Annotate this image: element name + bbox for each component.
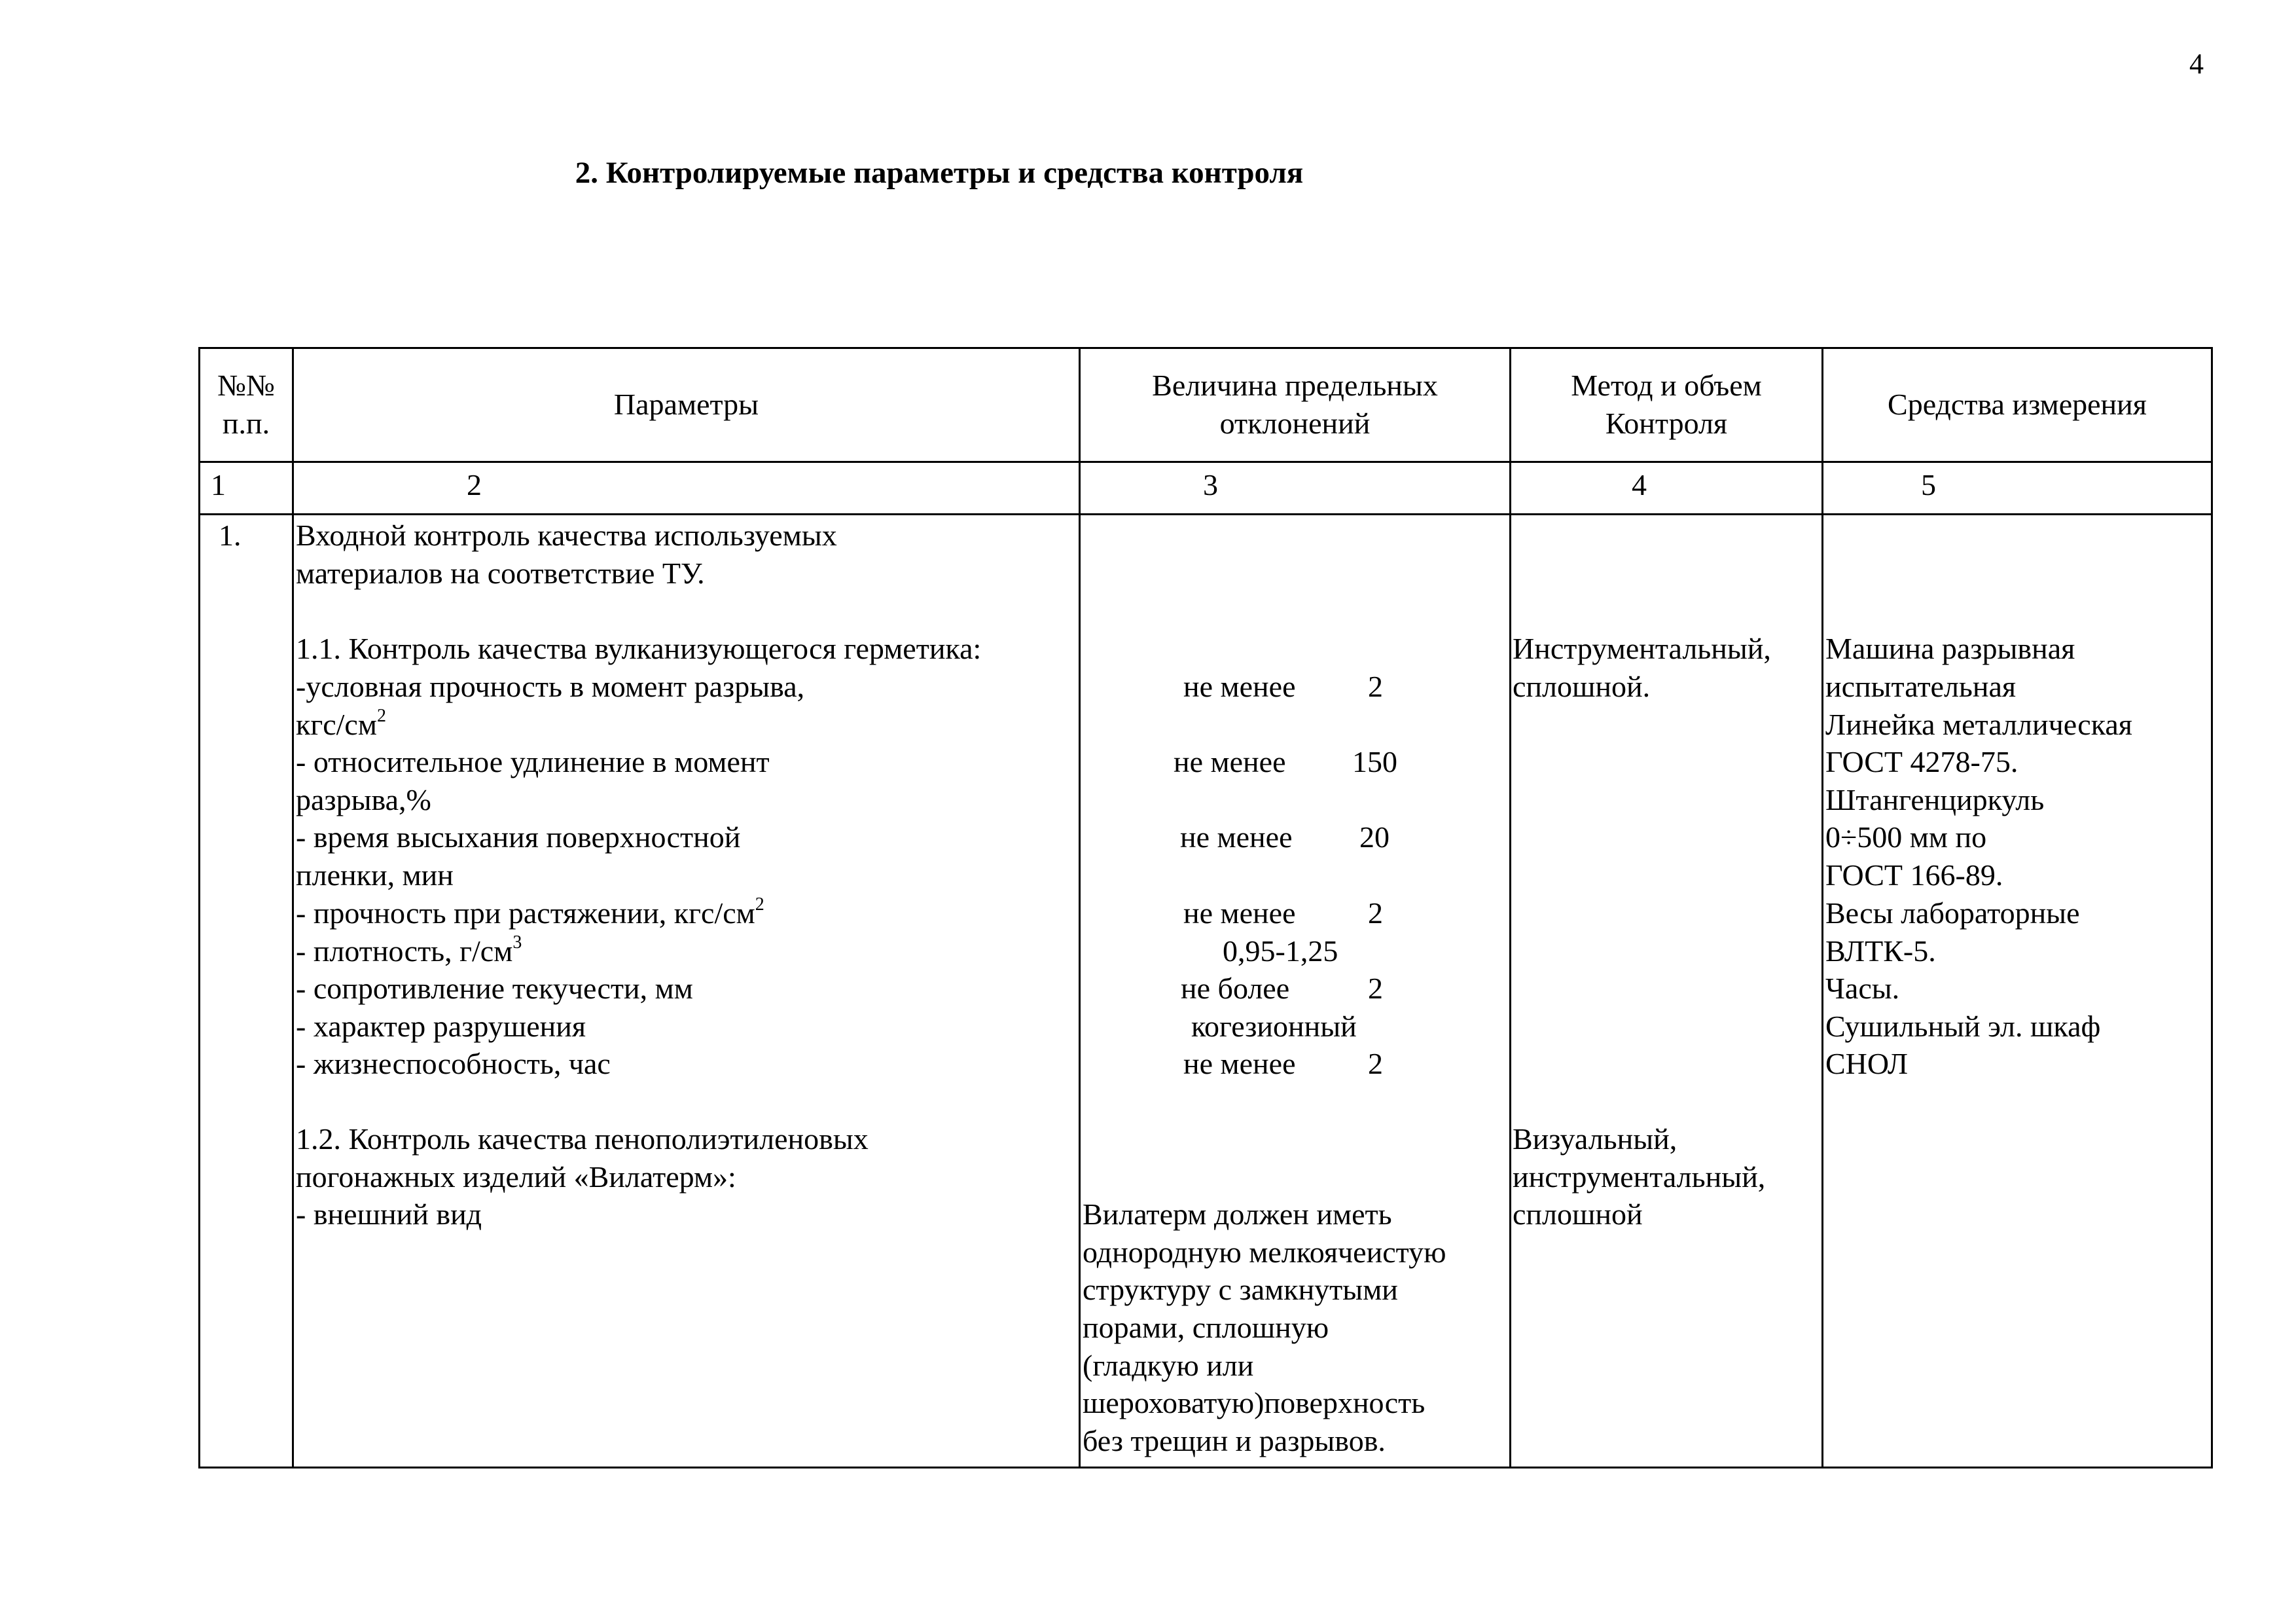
table-col-line-3 bbox=[1509, 347, 1511, 1468]
colnum-4: 4 bbox=[1632, 468, 1647, 501]
param-2-line2: разрыва,% bbox=[296, 783, 431, 816]
param-appearance: - внешний вид bbox=[296, 1197, 482, 1231]
header-col5: Средства измерения bbox=[1888, 388, 2147, 421]
limit-6-condition: не более bbox=[1181, 972, 1290, 1005]
param-1-line2 bbox=[296, 706, 386, 748]
table-col-line-4 bbox=[1821, 347, 1823, 1468]
table-col-line-0 bbox=[198, 347, 200, 1468]
header-col3 bbox=[1081, 367, 1509, 443]
limit-6-value: 2 bbox=[1368, 972, 1383, 1005]
table-col-line-5 bbox=[2211, 347, 2213, 1468]
limit-4-value: 2 bbox=[1368, 896, 1383, 930]
header-col3-line2: отклонений bbox=[1219, 407, 1371, 440]
instrument-line-8: Весы лабораторные bbox=[1825, 896, 2080, 930]
method-1-line2: сплошной. bbox=[1513, 670, 1651, 703]
section2-title-line1: 1.2. Контроль качества пенополиэтиленовых bbox=[296, 1122, 869, 1156]
table-border-numbers bbox=[198, 513, 2213, 515]
instrument-line-5: Штангенциркуль bbox=[1825, 783, 2045, 816]
param-3-line1: - время высыхания поверхностной bbox=[296, 820, 741, 854]
table-col-line-1 bbox=[292, 347, 294, 1468]
limit-8-condition: не менее bbox=[1183, 1047, 1296, 1080]
limit-4-condition: не менее bbox=[1183, 896, 1296, 930]
instrument-line-10: Часы. bbox=[1825, 972, 1900, 1005]
colnum-2: 2 bbox=[467, 468, 482, 501]
instrument-line-9: ВЛТК-5. bbox=[1825, 934, 1936, 968]
instrument-line-1: Машина разрывная bbox=[1825, 632, 2075, 665]
header-col4 bbox=[1511, 367, 1821, 443]
param-1-unit-exponent: 2 bbox=[376, 706, 386, 726]
page-number: 4 bbox=[2189, 48, 2204, 80]
limit-3-value: 20 bbox=[1359, 820, 1390, 854]
colnum-3: 3 bbox=[1203, 468, 1218, 501]
param-1-line1: -условная прочность в момент разрыва, bbox=[296, 670, 805, 703]
param-6: - сопротивление текучести, мм bbox=[296, 972, 693, 1005]
instrument-line-2: испытательная bbox=[1825, 670, 2017, 703]
appearance-line-5: (гладкую или bbox=[1083, 1349, 1254, 1382]
limit-2-value: 150 bbox=[1352, 745, 1397, 778]
table-border-top bbox=[198, 347, 2213, 349]
appearance-line-4: порами, сплошную bbox=[1083, 1311, 1329, 1344]
section1-title: 1.1. Контроль качества вулканизующегося герметика: bbox=[296, 632, 982, 665]
header-col1 bbox=[200, 367, 292, 443]
section2-title-line2: погонажных изделий «Вилатерм»: bbox=[296, 1160, 736, 1194]
row-intro-line1: Входной контроль качества используемых bbox=[296, 519, 837, 552]
param-2-line1: - относительное удлинение в момент bbox=[296, 745, 770, 778]
appearance-line-2: однородную мелкоячеистую bbox=[1083, 1235, 1446, 1269]
appearance-line-6: шероховатую)поверхность bbox=[1083, 1386, 1426, 1419]
limit-8-value: 2 bbox=[1368, 1047, 1383, 1080]
method-2-line2: инструментальный, bbox=[1513, 1160, 1766, 1194]
appearance-line-1: Вилатерм должен иметь bbox=[1083, 1197, 1392, 1231]
table-col-line-2 bbox=[1079, 347, 1081, 1468]
limit-5-range: 0,95-1,25 bbox=[1223, 934, 1338, 968]
limit-1-value: 2 bbox=[1368, 670, 1383, 703]
table-border-bottom bbox=[198, 1467, 2213, 1468]
method-2-line3: сплошной bbox=[1513, 1197, 1643, 1231]
param-3-line2: пленки, мин bbox=[296, 858, 454, 892]
param-7: - характер разрушения bbox=[296, 1010, 586, 1043]
limit-3-condition: не менее bbox=[1180, 820, 1293, 854]
instrument-line-6: 0÷500 мм по bbox=[1825, 820, 1987, 854]
limit-2-condition: не менее bbox=[1174, 745, 1286, 778]
method-2-line1: Визуальный, bbox=[1513, 1122, 1677, 1156]
colnum-1: 1 bbox=[211, 468, 226, 501]
param-5 bbox=[296, 932, 522, 975]
limit-1-condition: не менее bbox=[1183, 670, 1296, 703]
instrument-line-3: Линейка металлическая bbox=[1825, 708, 2132, 741]
param-8: - жизнеспособность, час bbox=[296, 1047, 611, 1080]
header-col3-line1: Величина предельных bbox=[1152, 369, 1438, 402]
instrument-line-11: Сушильный эл. шкаф bbox=[1825, 1010, 2101, 1043]
param-5-label: - плотность, г/см bbox=[296, 934, 513, 968]
limit-7-range: когезионный bbox=[1191, 1010, 1357, 1043]
instrument-line-4: ГОСТ 4278-75. bbox=[1825, 745, 2018, 778]
method-1-line1: Инструментальный, bbox=[1513, 632, 1771, 665]
header-col2: Параметры bbox=[613, 388, 759, 421]
param-4-unit-exponent: 2 bbox=[755, 894, 764, 915]
header-col4-line1: Метод и объем bbox=[1571, 369, 1762, 402]
table-border-header bbox=[198, 461, 2213, 463]
header-col1-line1: №№ bbox=[217, 369, 275, 402]
instrument-line-12: СНОЛ bbox=[1825, 1047, 1909, 1080]
header-col4-line2: Контроля bbox=[1605, 407, 1728, 440]
row-intro-line2: материалов на соответствие ТУ. bbox=[296, 556, 705, 590]
page-title: 2. Контролируемые параметры и средства контроля bbox=[575, 156, 1304, 190]
param-4-label: - прочность при растяжении, кгс/см bbox=[296, 896, 755, 930]
row-number: 1. bbox=[219, 519, 242, 552]
colnum-5: 5 bbox=[1921, 468, 1936, 501]
param-5-unit-exponent: 3 bbox=[512, 932, 522, 953]
param-1-unit: кгс/см bbox=[296, 708, 377, 741]
param-4 bbox=[296, 894, 764, 937]
appearance-line-3: структуру с замкнутыми bbox=[1083, 1273, 1398, 1306]
appearance-line-7: без трещин и разрывов. bbox=[1083, 1424, 1386, 1457]
header-col1-line2: п.п. bbox=[222, 407, 270, 440]
header-col1-full bbox=[0, 0, 1, 1]
instrument-line-7: ГОСТ 166-89. bbox=[1825, 858, 2003, 892]
